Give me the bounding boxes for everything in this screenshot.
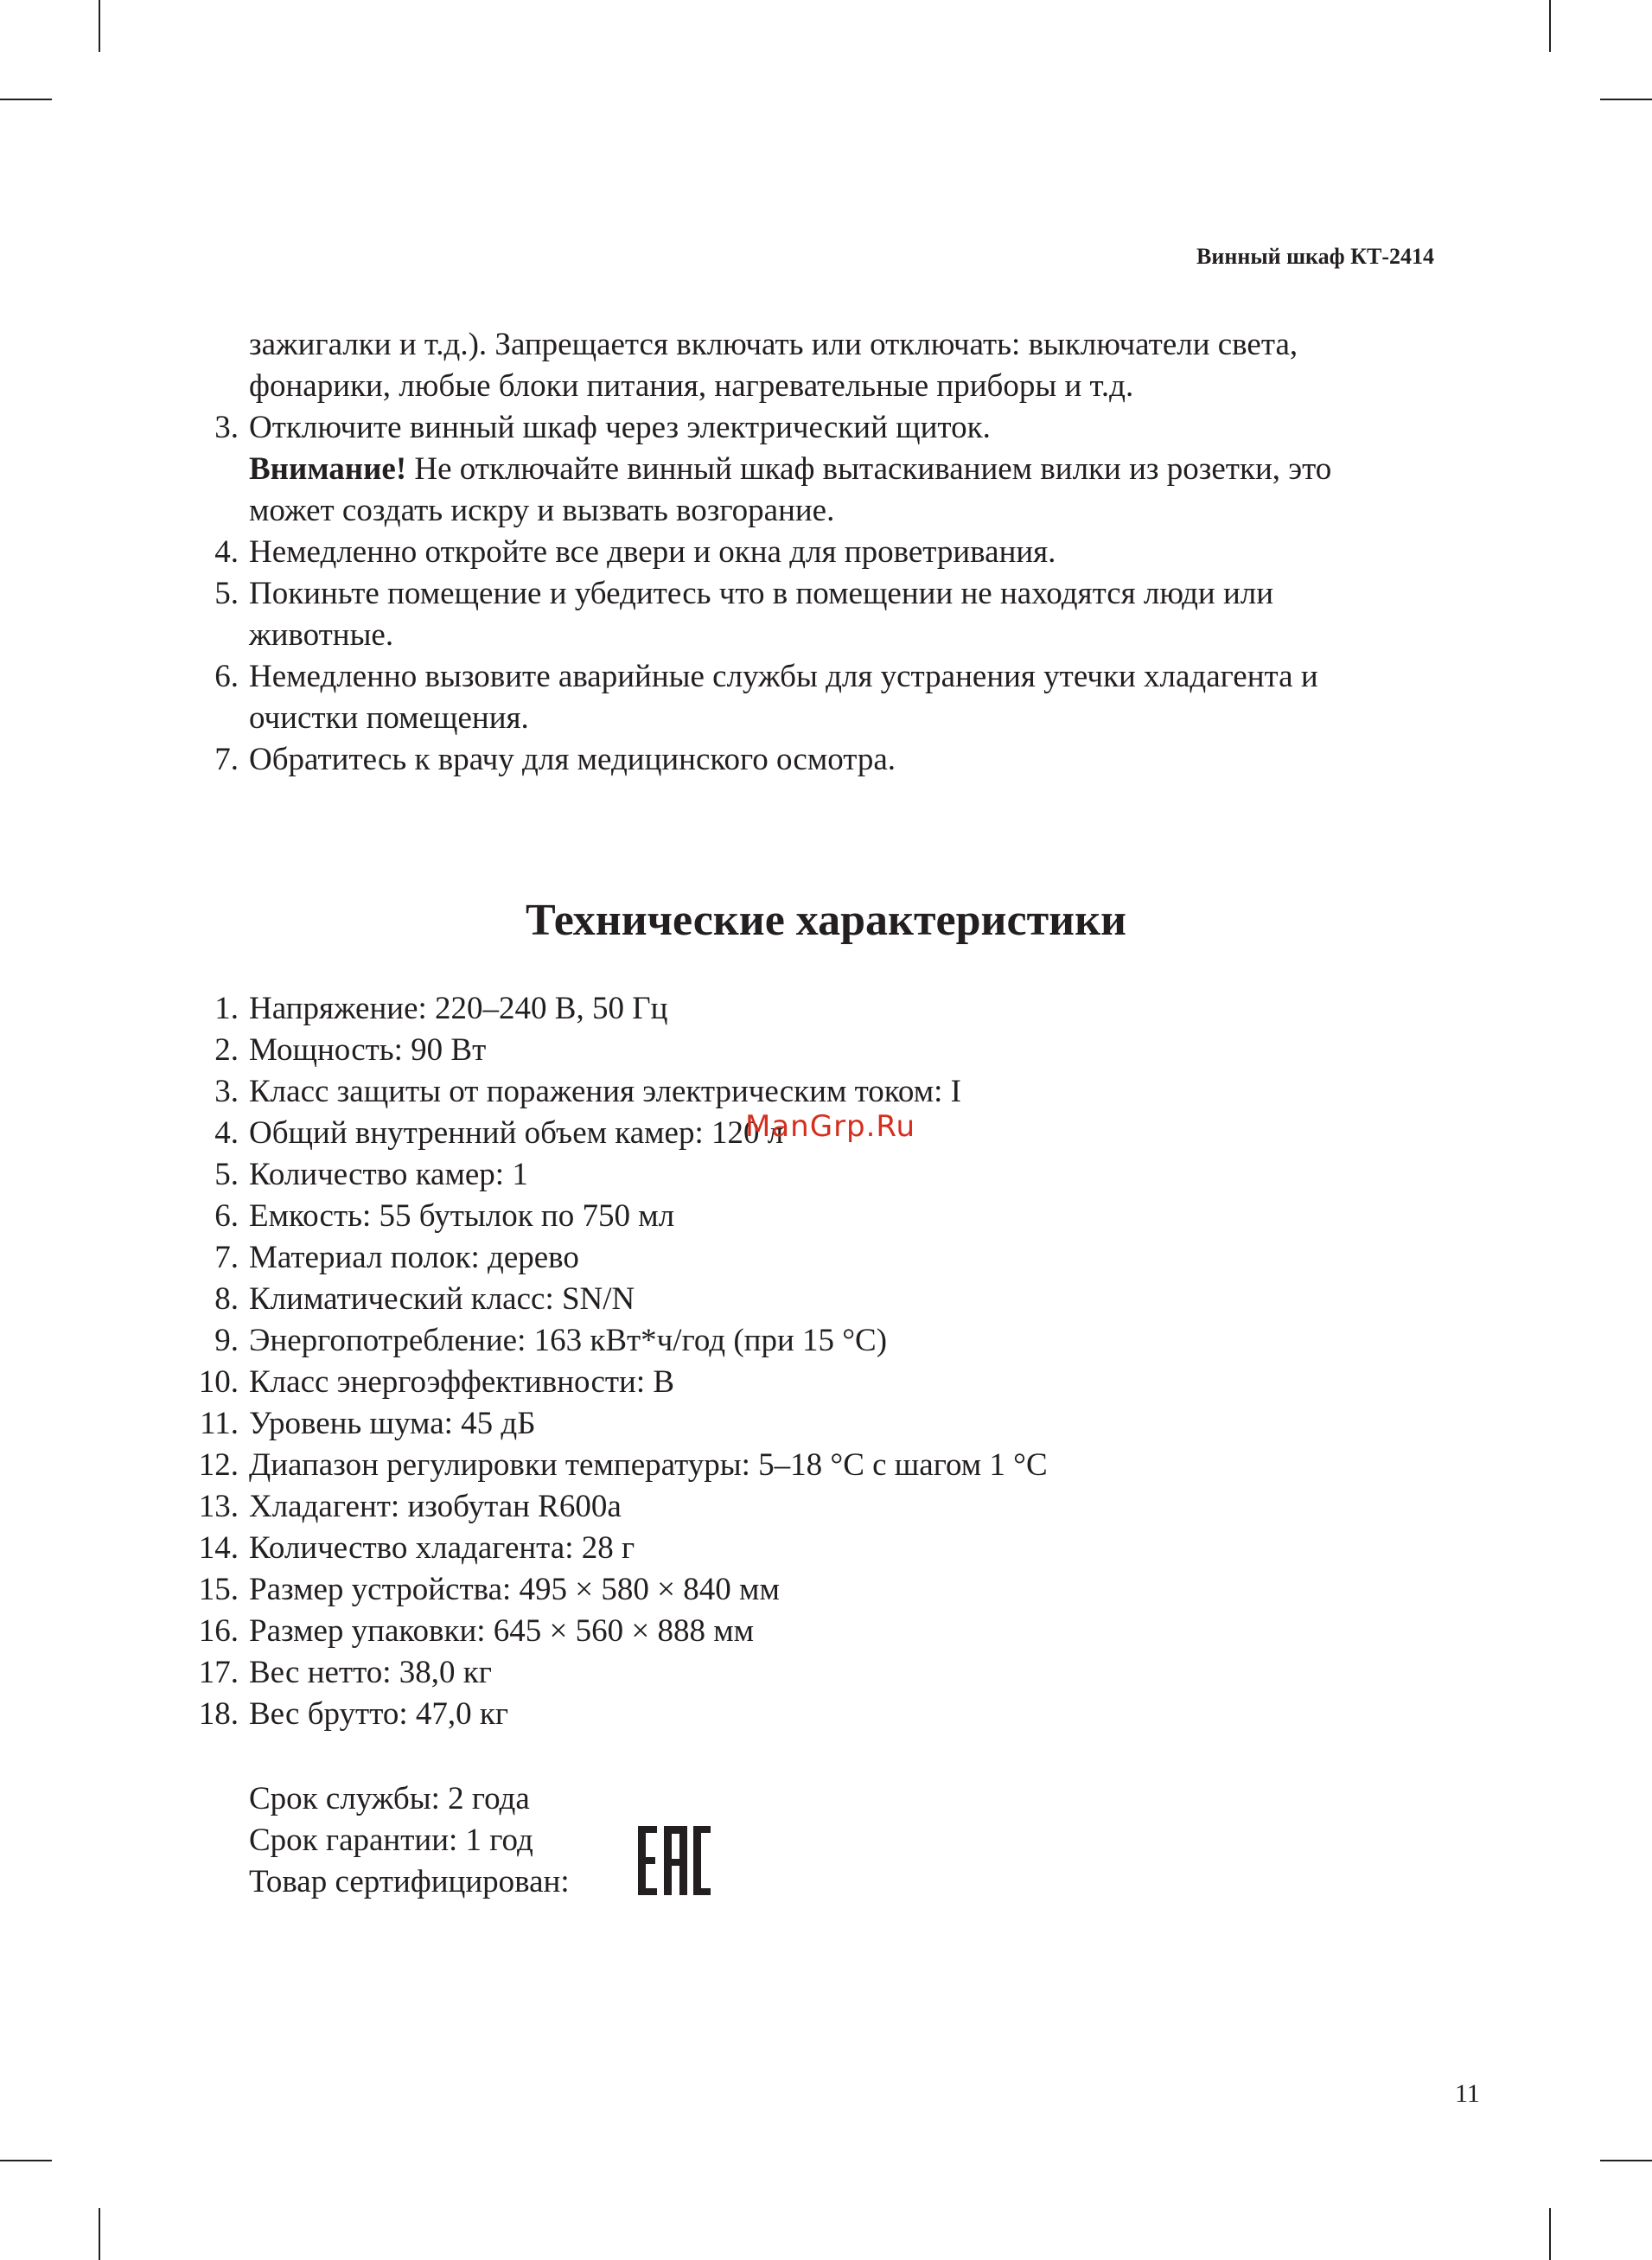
spec-text: Количество камер: 1 — [249, 1157, 528, 1192]
spec-item — [188, 1486, 1451, 1528]
continuation-paragraph — [249, 324, 1451, 407]
spec-text: Уровень шума: 45 дБ — [249, 1406, 536, 1441]
list-number: 9. — [214, 1323, 239, 1358]
crop-mark — [0, 2160, 52, 2161]
list-item — [188, 739, 1451, 781]
warning-line — [249, 449, 1451, 490]
list-number: 13. — [198, 1489, 239, 1524]
spec-text: Климатический класс: SN/N — [249, 1281, 635, 1317]
spec-item — [188, 1569, 1451, 1611]
list-number: 16. — [198, 1613, 239, 1649]
text-line: Не отключайте винный шкаф вытаскиванием вилки из розетки, это — [406, 451, 1332, 487]
list-number: 7. — [214, 742, 239, 777]
list-number: 6. — [214, 659, 239, 694]
list-number: 17. — [198, 1655, 239, 1690]
spec-text: Емкость: 55 бутылок по 750 мл — [249, 1198, 675, 1234]
certification-label: Товар сертифицирован: — [249, 1864, 570, 1899]
list-number: 5. — [214, 576, 239, 611]
spec-text: Вес брутто: 47,0 кг — [249, 1696, 509, 1732]
specs-list — [188, 988, 1451, 1735]
spec-item — [188, 1403, 1451, 1445]
crop-mark — [1600, 99, 1652, 100]
list-number: 4. — [214, 1115, 239, 1151]
list-number: 4. — [214, 534, 239, 570]
list-number: 18. — [198, 1696, 239, 1732]
list-number: 14. — [198, 1530, 239, 1566]
intro-section — [188, 324, 1451, 781]
spec-item — [188, 1196, 1451, 1237]
spec-item — [188, 1154, 1451, 1196]
text-line: фонарики, любые блоки питания, нагревательные приборы и т.д. — [249, 368, 1134, 404]
list-number: 3. — [214, 1074, 239, 1109]
text-line: Немедленно откройте все двери и окна для проветривания. — [249, 534, 1056, 570]
spec-item — [188, 988, 1451, 1030]
eac-certification-mark-icon — [638, 1826, 711, 1895]
spec-text: Мощность: 90 Вт — [249, 1032, 487, 1068]
emergency-steps-list — [188, 407, 1451, 781]
list-number: 6. — [214, 1198, 239, 1234]
spec-text: Напряжение: 220–240 В, 50 Гц — [249, 991, 668, 1026]
list-number: 11. — [200, 1406, 239, 1441]
text-line: может создать искру и вызвать возгорание. — [249, 493, 835, 528]
spec-text: Энергопотребление: 163 кВт*ч/год (при 15 °С) — [249, 1323, 888, 1358]
spec-item — [188, 1611, 1451, 1652]
crop-mark — [1549, 2208, 1551, 2260]
text-line: очистки помещения. — [249, 700, 529, 736]
crop-mark — [99, 0, 100, 52]
spec-text: Общий внутренний объем камер: 120 л — [249, 1115, 784, 1151]
list-number: 7. — [214, 1240, 239, 1275]
list-number: 3. — [214, 410, 239, 445]
spec-item — [188, 1528, 1451, 1569]
list-item — [188, 656, 1451, 739]
crop-mark — [1600, 2160, 1652, 2161]
crop-mark — [0, 99, 52, 100]
spec-text: Вес нетто: 38,0 кг — [249, 1655, 492, 1690]
spec-text: Класс защиты от поражения электрическим током: I — [249, 1074, 961, 1109]
spec-text: Хладагент: изобутан R600a — [249, 1489, 622, 1524]
spec-text: Размер устройства: 495 × 580 × 840 мм — [249, 1572, 780, 1607]
list-item — [188, 407, 1451, 532]
spec-text: Размер упаковки: 645 × 560 × 888 мм — [249, 1613, 755, 1649]
list-number: 5. — [214, 1157, 239, 1192]
spec-item — [188, 1030, 1451, 1071]
spec-item — [188, 1362, 1451, 1403]
watermark: ManGrp.Ru — [745, 1109, 916, 1144]
section-title: Технические характеристики — [526, 896, 1126, 945]
spec-text: Класс энергоэффективности: B — [249, 1364, 675, 1400]
spec-item — [188, 1652, 1451, 1694]
text-line: зажигалки и т.д.). Запрещается включать или отключать: выключатели света, — [249, 327, 1298, 362]
text-line: Немедленно вызовите аварийные службы для устранения утечки хладагента и — [249, 659, 1318, 694]
page-number: 11 — [1455, 2079, 1480, 2108]
text-line: Отключите винный шкаф через электрический щиток. — [249, 410, 991, 445]
text-line: Обратитесь к врачу для медицинского осмотра. — [249, 742, 896, 777]
list-number: 15. — [198, 1572, 239, 1607]
spec-item — [188, 1279, 1451, 1320]
spec-item — [188, 1320, 1451, 1362]
crop-mark — [1549, 0, 1551, 52]
list-number: 1. — [214, 991, 239, 1026]
text-line: животные. — [249, 617, 394, 653]
crop-mark — [99, 2208, 100, 2260]
spec-text: Материал полок: дерево — [249, 1240, 579, 1275]
list-number: 12. — [198, 1447, 239, 1483]
list-number: 10. — [198, 1364, 239, 1400]
spec-item — [188, 1237, 1451, 1279]
spec-text: Количество хладагента: 28 г — [249, 1530, 635, 1566]
list-item — [188, 532, 1451, 573]
text-line: Покиньте помещение и убедитесь что в помещении не находятся люди или — [249, 576, 1274, 611]
list-number: 8. — [214, 1281, 239, 1317]
spec-item — [188, 1445, 1451, 1486]
spec-item — [188, 1694, 1451, 1735]
list-item — [188, 573, 1451, 656]
specs-section — [188, 988, 1451, 1735]
warranty-period: Срок гарантии: 1 год — [249, 1823, 533, 1858]
spec-item — [188, 1071, 1451, 1113]
warning-label: Внимание! — [249, 451, 407, 487]
footer-info — [249, 1778, 570, 1903]
spec-text: Диапазон регулировки температуры: 5–18 °С с шагом 1 °С — [249, 1447, 1048, 1483]
running-header: Винный шкаф КТ-2414 — [1196, 244, 1434, 269]
list-number: 2. — [214, 1032, 239, 1068]
service-life: Срок службы: 2 года — [249, 1781, 530, 1816]
